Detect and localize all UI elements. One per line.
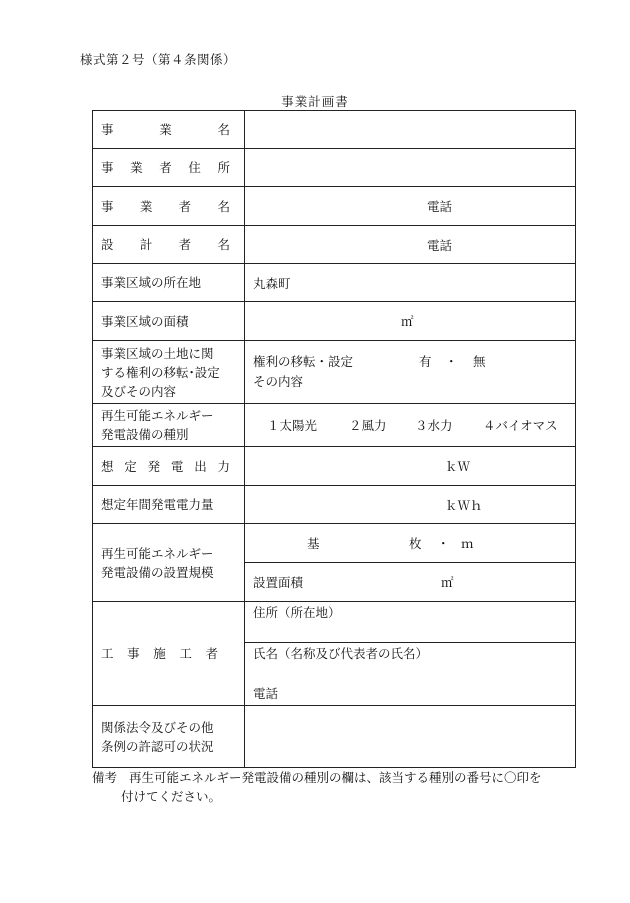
label-location: 事業区域の所在地: [93, 264, 245, 302]
contractor-address-label: 住所（所在地）: [253, 605, 341, 620]
row-annual: [93, 486, 576, 524]
field-energy-type[interactable]: [245, 404, 576, 447]
row-area: [93, 302, 576, 341]
scale-base-unit: 基: [307, 536, 320, 551]
label-char: 計: [139, 237, 153, 252]
label-char: 定: [124, 458, 137, 474]
field-permits[interactable]: [245, 706, 576, 768]
row-operator: [93, 187, 576, 226]
field-scale-area[interactable]: [245, 563, 576, 602]
designer-phone-label: 電話: [427, 237, 453, 253]
field-output[interactable]: [245, 447, 576, 486]
rights-content-label: その内容: [253, 374, 304, 389]
area-unit: ㎡: [401, 314, 414, 329]
contractor-name-label: 氏名（名称及び代表者の氏名）: [253, 646, 429, 661]
remarks: [92, 768, 542, 806]
label-char: 者: [178, 237, 192, 252]
document-title: 事業計画書: [281, 94, 349, 109]
row-rights: [93, 341, 576, 404]
label-line: 再生可能エネルギー: [101, 545, 214, 561]
plan-table: [92, 110, 576, 768]
label-char: 業: [139, 198, 153, 214]
rights-yes[interactable]: 有: [419, 354, 432, 369]
field-area[interactable]: [245, 302, 576, 341]
label-line: 関係法令及びその他: [101, 719, 214, 735]
field-location[interactable]: [245, 264, 576, 302]
label-char: 所: [217, 160, 230, 175]
field-contractor-address[interactable]: [245, 602, 576, 643]
label-contractor: [93, 602, 245, 706]
field-designer[interactable]: [245, 226, 576, 264]
row-contractor-1: [93, 602, 576, 643]
remarks-line-1: 再生可能エネルギー発電設備の種別の欄は、該当する種別の番号に〇印を: [129, 770, 542, 785]
label-line: 及びその内容: [101, 383, 177, 399]
label-area: 事業区域の面積: [93, 302, 245, 341]
label-char: 出: [194, 458, 207, 474]
label-char: 事: [101, 122, 114, 137]
rights-transfer-label: 権利の移転・設定: [253, 354, 354, 369]
rights-dot: ・: [445, 354, 458, 369]
location-value: 丸森町: [253, 275, 291, 291]
energy-option-solar[interactable]: １太陽光: [267, 418, 318, 433]
scale-sheet-unit: 枚: [409, 536, 422, 551]
label-char: 工: [101, 646, 114, 661]
annual-unit: ｋＷｈ: [445, 497, 483, 513]
contractor-phone-label: 電話: [253, 686, 279, 701]
label-output: [93, 447, 245, 486]
energy-option-wind[interactable]: ２風力: [349, 418, 387, 433]
label-energy-type: [93, 404, 245, 447]
row-location: [93, 264, 576, 302]
label-char: 事: [127, 646, 140, 661]
label-operator: [93, 187, 245, 226]
label-char: 電: [170, 458, 184, 474]
label-line: 発電設備の種別: [101, 427, 189, 442]
label-char: 業: [130, 160, 143, 175]
scale-dot: ・: [437, 536, 450, 551]
label-line: 再生可能エネルギー: [101, 408, 214, 423]
label-char: 施: [153, 646, 166, 661]
label-annual: 想定年間発電電力量: [93, 486, 245, 524]
label-business-name: [93, 111, 245, 149]
field-business-address[interactable]: [245, 149, 576, 187]
scale-meter-unit: ｍ: [461, 536, 474, 551]
label-char: 者: [205, 646, 218, 661]
label-char: 名: [217, 122, 230, 137]
label-designer: [93, 226, 245, 264]
label-char: 事: [101, 198, 114, 214]
scale-area-unit: ㎡: [441, 575, 454, 590]
label-char: 発: [147, 458, 161, 474]
row-energy-type: [93, 404, 576, 447]
label-char: 力: [217, 458, 230, 474]
label-char: 業: [159, 122, 172, 137]
form-number: 様式第２号（第４条関係）: [80, 52, 237, 67]
label-scale: [93, 524, 245, 602]
label-line: 事業区域の土地に関: [101, 345, 214, 361]
field-contractor-name[interactable]: [245, 643, 576, 706]
row-business-name: [93, 111, 576, 149]
row-output: [93, 447, 576, 486]
label-char: 者: [159, 160, 172, 175]
remarks-line-2: 付けてください。: [121, 789, 222, 804]
row-business-address: [93, 149, 576, 187]
output-unit: ｋＷ: [445, 459, 471, 474]
label-line: 発電設備の設置規模: [101, 564, 214, 580]
field-business-name[interactable]: [245, 111, 576, 149]
label-char: 名: [217, 237, 230, 252]
field-rights[interactable]: [245, 341, 576, 404]
row-designer: [93, 226, 576, 264]
label-line: する権利の移転･設定: [101, 364, 220, 380]
field-annual[interactable]: [245, 486, 576, 524]
row-permits: [93, 706, 576, 768]
label-char: 者: [178, 198, 192, 214]
label-char: 名: [217, 198, 230, 214]
field-operator[interactable]: [245, 187, 576, 226]
energy-option-hydro[interactable]: ３水力: [415, 418, 453, 433]
remarks-prefix: 備考: [92, 770, 118, 785]
operator-phone-label: 電話: [427, 199, 453, 214]
label-char: 想: [101, 458, 114, 474]
energy-option-biomass[interactable]: ４バイオマス: [483, 418, 558, 433]
field-scale-count[interactable]: [245, 524, 576, 563]
label-char: 事: [101, 160, 114, 175]
label-char: 設: [101, 237, 114, 252]
scale-area-label: 設置面積: [253, 575, 304, 590]
label-char: 住: [188, 160, 201, 175]
label-rights: [93, 341, 245, 404]
label-permits: [93, 706, 245, 768]
row-scale-1: [93, 524, 576, 563]
label-line: 条例の許認可の状況: [101, 738, 214, 754]
label-char: 工: [179, 646, 192, 661]
rights-no[interactable]: 無: [473, 354, 486, 369]
label-business-address: [93, 149, 245, 187]
